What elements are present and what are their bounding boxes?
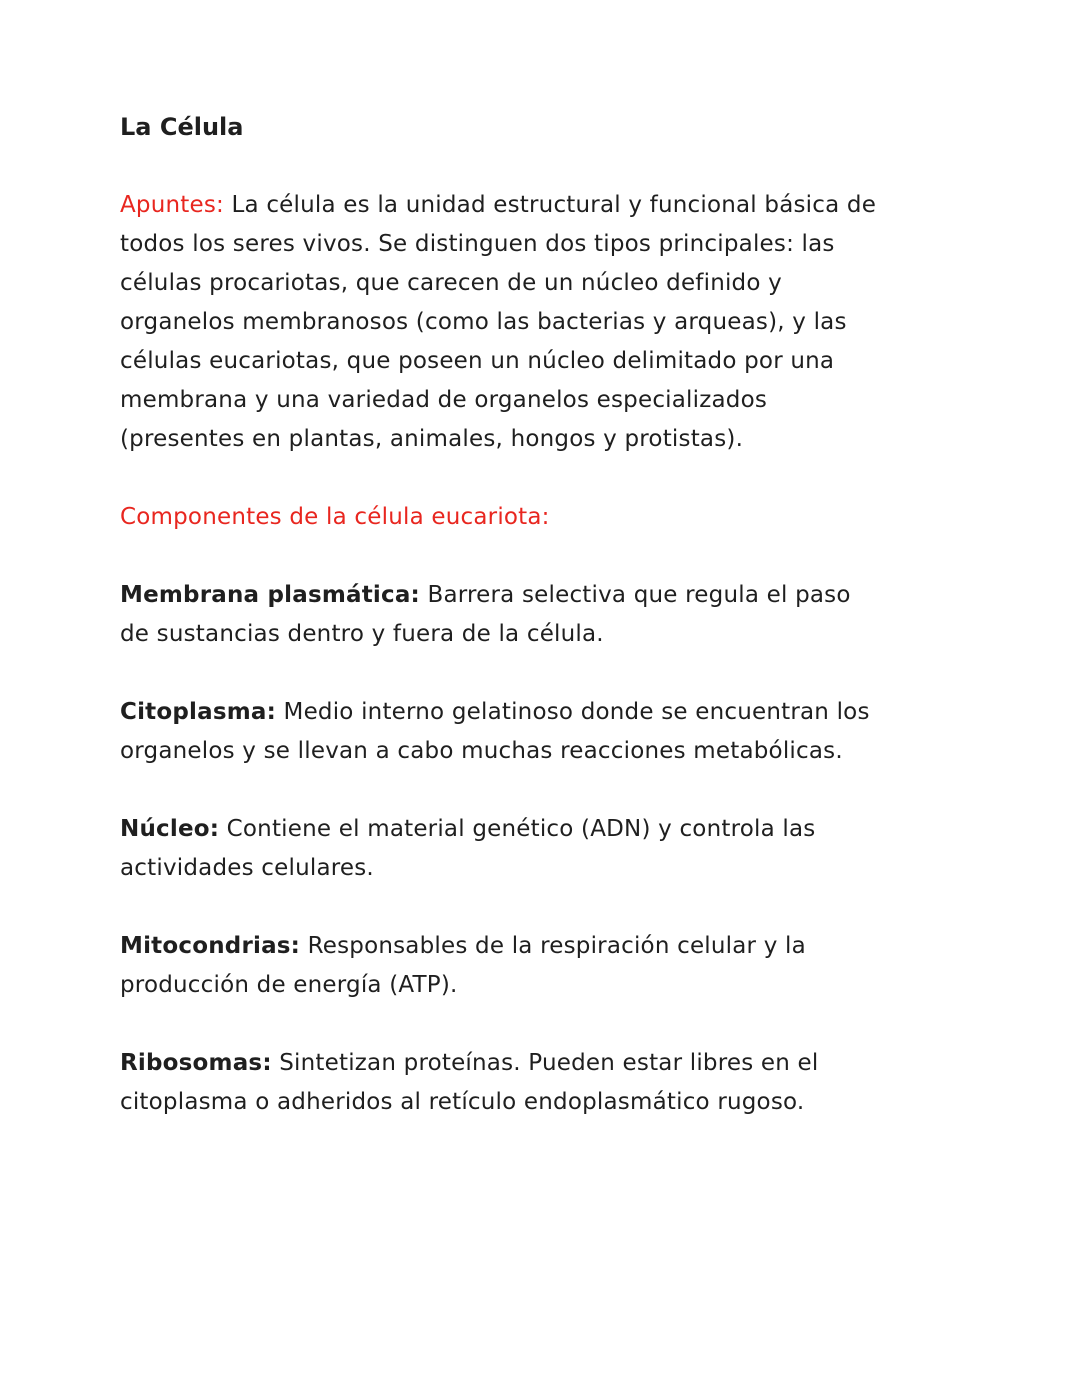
spacer (120, 771, 880, 810)
intro-label: Apuntes: (120, 192, 224, 218)
component-citoplasma (120, 693, 880, 771)
intro-text: La célula es la unidad estructural y funcional básica de todos los seres vivos. Se distinguen dos tipos principales: las células procariotas, que carecen de un núcleo definido y organelos membranosos (como las bacterias y arqueas), y las células eucariotas, que poseen un núcleo delimitado por una membrana y una variedad de organelos especializados (presentes en plantas, animales, hongos y protistas). (120, 192, 877, 452)
component-nucleo (120, 810, 880, 888)
component-text: Medio interno gelatinoso donde se encuentran los organelos y se llevan a cabo muchas reacciones metabólicas. (120, 699, 870, 764)
component-text: Barrera selectiva que regula el paso de sustancias dentro y fuera de la célula. (120, 582, 851, 647)
component-label: Citoplasma: (120, 699, 277, 725)
component-label: Mitocondrias: (120, 933, 301, 959)
component-label: Ribosomas: (120, 1050, 272, 1076)
spacer (120, 888, 880, 927)
section-heading: Componentes de la célula eucariota: (120, 504, 550, 530)
spacer (120, 654, 880, 693)
spacer (120, 459, 880, 498)
component-membrana (120, 576, 880, 654)
component-mitocondrias (120, 927, 880, 1005)
component-text: Contiene el material genético (ADN) y controla las actividades celulares. (120, 816, 816, 881)
component-label: Núcleo: (120, 816, 220, 842)
spacer (120, 147, 880, 186)
intro-paragraph (120, 186, 880, 459)
component-text: Responsables de la respiración celular y la producción de energía (ATP). (120, 933, 806, 998)
component-text: Sintetizan proteínas. Pueden estar libres en el citoplasma o adheridos al retículo endoplasmático rugoso. (120, 1050, 819, 1115)
document-page (120, 108, 880, 1122)
component-label: Membrana plasmática: (120, 582, 420, 608)
spacer (120, 537, 880, 576)
spacer (120, 1005, 880, 1044)
component-ribosomas (120, 1044, 880, 1122)
page-title: La Célula (120, 113, 244, 141)
